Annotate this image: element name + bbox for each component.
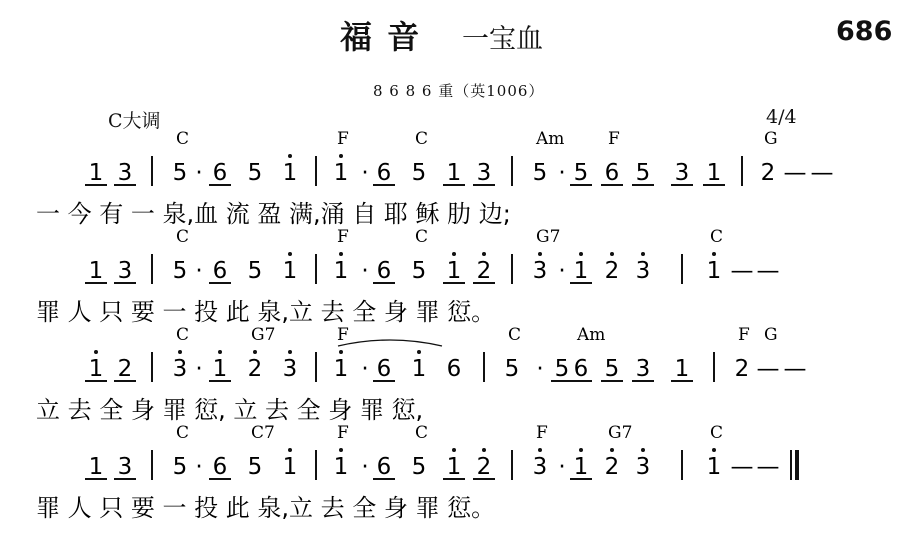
chord-symbol: G7 (608, 423, 633, 443)
dash: — (783, 160, 807, 186)
note: 5 (172, 160, 188, 186)
octave-dot (641, 252, 645, 256)
note: 2 (476, 258, 492, 284)
chord-symbol: F (337, 423, 349, 443)
octave-dot (482, 448, 486, 452)
lyric-line: 立 去 全 身 罪 愆, 立 去 全 身 罪 愆, (36, 396, 424, 424)
octave-dot (579, 252, 583, 256)
note: 5 (554, 356, 570, 382)
octave-dot (610, 448, 614, 452)
note: 3 (117, 454, 133, 480)
dot: · (558, 454, 566, 480)
note: 6 (604, 160, 620, 186)
note: 3 (635, 258, 651, 284)
note: 5 (604, 356, 620, 382)
note: 5 (573, 160, 589, 186)
octave-dot (641, 448, 645, 452)
note: 2 (760, 160, 776, 186)
hymn-number: 686 (836, 16, 893, 47)
chord-symbol: F (337, 129, 349, 149)
meter-line: 8 6 8 6 重（英1006） (373, 82, 545, 100)
note: 1 (573, 454, 589, 480)
note: 5 (635, 160, 651, 186)
dash: — (730, 258, 754, 284)
dot: · (558, 258, 566, 284)
time-signature: 4/4 (766, 106, 797, 128)
chord-symbol: C (415, 227, 429, 247)
note: 6 (446, 356, 462, 382)
hymn-title: 福 音 (340, 18, 422, 56)
note: 2 (734, 356, 750, 382)
octave-dot (339, 252, 343, 256)
note: 1 (446, 258, 462, 284)
lyric-line: 一 今 有 一 泉,血 流 盈 满,涌 自 耶 稣 肋 边; (36, 200, 511, 228)
note: 6 (212, 454, 228, 480)
octave-dot (178, 350, 182, 354)
note: 1 (88, 356, 104, 382)
note: 2 (247, 356, 263, 382)
chord-symbol: G (764, 129, 778, 149)
dot: · (536, 356, 544, 382)
chord-symbol: F (738, 325, 750, 345)
note: 1 (674, 356, 690, 382)
dash: — (756, 454, 780, 480)
note: 1 (88, 454, 104, 480)
chord-symbol: F (337, 325, 349, 345)
octave-dot (452, 448, 456, 452)
octave-dot (339, 350, 343, 354)
octave-dot (452, 252, 456, 256)
note: 6 (212, 258, 228, 284)
chord-symbol: C (176, 325, 190, 345)
note: 5 (504, 356, 520, 382)
note: 1 (706, 454, 722, 480)
dot: · (361, 356, 369, 382)
chord-symbol: G7 (536, 227, 561, 247)
note: 1 (333, 160, 349, 186)
octave-dot (288, 252, 292, 256)
note: 6 (376, 160, 392, 186)
key-signature: C大调 (108, 110, 161, 132)
note: 1 (282, 454, 298, 480)
chord-symbol: C7 (251, 423, 275, 443)
note: 1 (282, 258, 298, 284)
octave-dot (218, 350, 222, 354)
chord-symbol: C (710, 227, 724, 247)
note: 2 (117, 356, 133, 382)
note: 1 (333, 454, 349, 480)
octave-dot (610, 252, 614, 256)
hymn-subtitle: 一宝血 (462, 24, 543, 55)
chord-symbol: C (415, 423, 429, 443)
note: 1 (573, 258, 589, 284)
dash: — (756, 356, 780, 382)
note: 3 (532, 454, 548, 480)
octave-dot (712, 448, 716, 452)
octave-dot (538, 448, 542, 452)
chord-symbol: F (536, 423, 548, 443)
chord-symbol: Am (536, 129, 565, 149)
note: 3 (117, 258, 133, 284)
dot: · (195, 454, 203, 480)
dot: · (195, 160, 203, 186)
chord-symbol: C (176, 227, 190, 247)
note: 5 (172, 454, 188, 480)
octave-dot (288, 350, 292, 354)
dash: — (810, 160, 834, 186)
chord-symbol: C (415, 129, 429, 149)
chord-symbol: G7 (251, 325, 276, 345)
chord-symbol: G (764, 325, 778, 345)
octave-dot (253, 350, 257, 354)
lyric-line: 罪 人 只 要 一 投 此 泉,立 去 全 身 罪 愆。 (36, 494, 496, 522)
chord-symbol: F (608, 129, 620, 149)
note: 3 (172, 356, 188, 382)
note: 3 (635, 454, 651, 480)
octave-dot (288, 448, 292, 452)
note: 1 (706, 160, 722, 186)
note: 1 (88, 258, 104, 284)
chord-symbol: C (710, 423, 724, 443)
dash: — (730, 454, 754, 480)
note: 1 (446, 160, 462, 186)
note: 3 (532, 258, 548, 284)
note: 5 (532, 160, 548, 186)
octave-dot (579, 448, 583, 452)
octave-dot (288, 154, 292, 158)
note: 5 (247, 454, 263, 480)
octave-dot (339, 448, 343, 452)
dot: · (361, 160, 369, 186)
note: 3 (476, 160, 492, 186)
note: 1 (446, 454, 462, 480)
chord-symbol: F (337, 227, 349, 247)
octave-dot (482, 252, 486, 256)
octave-dot (94, 350, 98, 354)
note: 1 (411, 356, 427, 382)
note: 5 (411, 160, 427, 186)
dash: — (756, 258, 780, 284)
note: 6 (376, 258, 392, 284)
note: 3 (117, 160, 133, 186)
dot: · (361, 258, 369, 284)
chord-symbol: C (176, 129, 190, 149)
chord-symbol: C (508, 325, 522, 345)
note: 5 (411, 454, 427, 480)
note: 2 (604, 454, 620, 480)
note: 1 (333, 356, 349, 382)
note: 1 (88, 160, 104, 186)
note: 3 (635, 356, 651, 382)
octave-dot (538, 252, 542, 256)
octave-dot (417, 350, 421, 354)
note: 1 (212, 356, 228, 382)
note: 6 (573, 356, 589, 382)
chord-symbol: Am (577, 325, 606, 345)
dash: — (783, 356, 807, 382)
octave-dot (339, 154, 343, 158)
note: 2 (476, 454, 492, 480)
note: 6 (212, 160, 228, 186)
note: 1 (333, 258, 349, 284)
lyric-line: 罪 人 只 要 一 投 此 泉,立 去 全 身 罪 愆。 (36, 298, 496, 326)
chord-symbol: C (176, 423, 190, 443)
tie (338, 340, 442, 346)
dot: · (558, 160, 566, 186)
dot: · (195, 356, 203, 382)
note: 3 (282, 356, 298, 382)
note: 5 (247, 258, 263, 284)
note: 6 (376, 356, 392, 382)
note: 5 (172, 258, 188, 284)
note: 5 (247, 160, 263, 186)
octave-dot (712, 252, 716, 256)
dot: · (361, 454, 369, 480)
note: 1 (282, 160, 298, 186)
note: 6 (376, 454, 392, 480)
note: 2 (604, 258, 620, 284)
note: 3 (674, 160, 690, 186)
note: 5 (411, 258, 427, 284)
note: 1 (706, 258, 722, 284)
dot: · (195, 258, 203, 284)
